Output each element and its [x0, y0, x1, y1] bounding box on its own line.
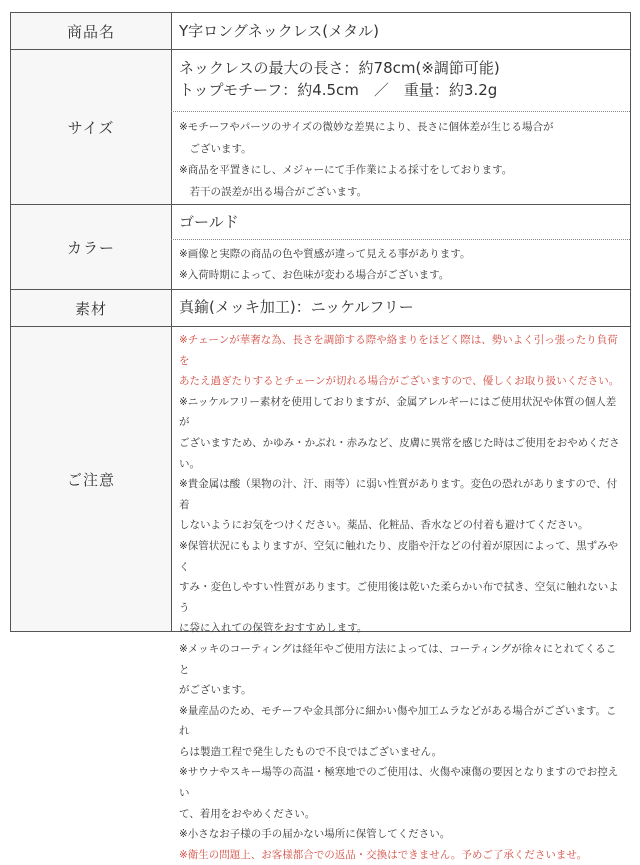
- row-color: [11, 205, 630, 290]
- size-note: ございます。: [179, 142, 252, 155]
- caution-list: [171, 327, 630, 865]
- caution-line: ※ニッケルフリー素材を使用しておりますが、金属アレルギーにはご使用状況や体質の個人差が: [179, 395, 617, 429]
- color-main: [171, 205, 630, 240]
- caution-line: ※サウナやスキー場等の高温・極寒地でのご使用は、火傷や凍傷の要因となりますのでお控えい: [179, 766, 619, 800]
- row-caution: [11, 327, 630, 861]
- color-text: ゴールド: [179, 213, 239, 231]
- color-note: ※画像と実際の商品の色や質感が違って見える事があります。: [179, 248, 471, 260]
- material-text: 真鍮(メッキ加工)：ニッケルフリー: [179, 298, 414, 316]
- caution-line: らは製造工程で発生したもので不良ではございません。: [179, 745, 443, 758]
- caution-line: がございます。: [179, 684, 252, 697]
- size-line-length: ネックレスの最大の長さ：約78cm(※調節可能): [179, 59, 500, 77]
- size-note: 若干の誤差が出る場合がございます。: [179, 185, 368, 198]
- row-material: [11, 290, 630, 327]
- value-color: [171, 205, 630, 289]
- size-note: ※モチーフやパーツのサイズの微妙な差異により、長さに個体差が生じる場合が: [179, 121, 554, 133]
- label-caution: ご注意: [11, 327, 172, 631]
- caution-line: い。: [179, 457, 200, 470]
- caution-line: ※量産品のため、モチーフや金具部分に細かい傷や加工ムラなどがある場合がございます。これ: [179, 704, 617, 738]
- caution-line: て、着用をおやめください。: [179, 807, 316, 820]
- caution-line: ございますため、かゆみ・かぶれ・赤みなど、皮膚に異常を感じた時はご使用をおやめくださ: [179, 436, 620, 449]
- caution-line: ※貴金属は酸（果物の汁、汗、雨等）に弱い性質があります。変色の恐れがありますので、付着: [179, 478, 618, 511]
- caution-line: ※小さなお子様の手の届かない場所に保管してください。: [179, 828, 451, 841]
- color-note: ※入荷時期によって、お色味が変わる場合がございます。: [179, 269, 450, 281]
- label-color: カラー: [11, 205, 172, 289]
- value-caution: [171, 327, 630, 861]
- row-product-name: [11, 13, 630, 50]
- size-main: [171, 50, 630, 112]
- caution-line: ※チェーンが華奢な為、長さを調節する際や絡まりをほどく際は、勢いよく引っ張ったり負荷を: [179, 334, 618, 367]
- product-name-text: Y字ロングネックレス(メタル): [179, 22, 379, 40]
- caution-line: すみ・変色しやすい性質があります。ご使用後は乾いた柔らかい布で拭き、空気に触れないよう: [179, 581, 619, 614]
- caution-line: しないようにお気をつけください。薬品、化粧品、香水などの付着も避けてください。: [179, 519, 589, 532]
- caution-line: あたえ過ぎたりするとチェーンが切れる場合がございますので、優しくお取り扱いください。: [179, 375, 620, 388]
- product-spec-table: [10, 12, 631, 861]
- size-line-top-weight: トップモチーフ：約4.5cm ／ 重量：約3.2g: [179, 81, 498, 99]
- caution-line: に袋に入れての保管をおすすめします。: [179, 622, 368, 635]
- caution-line: ※メッキのコーティングは経年やご使用方法によっては、コーティングが徐々にとれてくること: [179, 642, 617, 676]
- caution-line: ※保管状況にもよりますが、空気に触れたり、皮脂や汗などの付着が原因によって、黒ずみやく: [179, 539, 619, 573]
- row-size: [11, 50, 630, 205]
- color-notes: [171, 240, 630, 289]
- value-size: [171, 50, 630, 204]
- value-product-name: [171, 13, 630, 49]
- label-size: サイズ: [11, 50, 172, 204]
- label-product-name: 商品名: [11, 13, 172, 49]
- caution-line: ※衛生の問題上、お客様都合での返品・交換はできません。予めご了承くださいませ。: [179, 848, 588, 861]
- size-notes: [171, 112, 630, 204]
- value-material: [171, 290, 630, 326]
- label-material: 素材: [11, 290, 172, 326]
- size-note: ※商品を平置きにし、メジャーにて手作業による採寸をしております。: [179, 164, 513, 176]
